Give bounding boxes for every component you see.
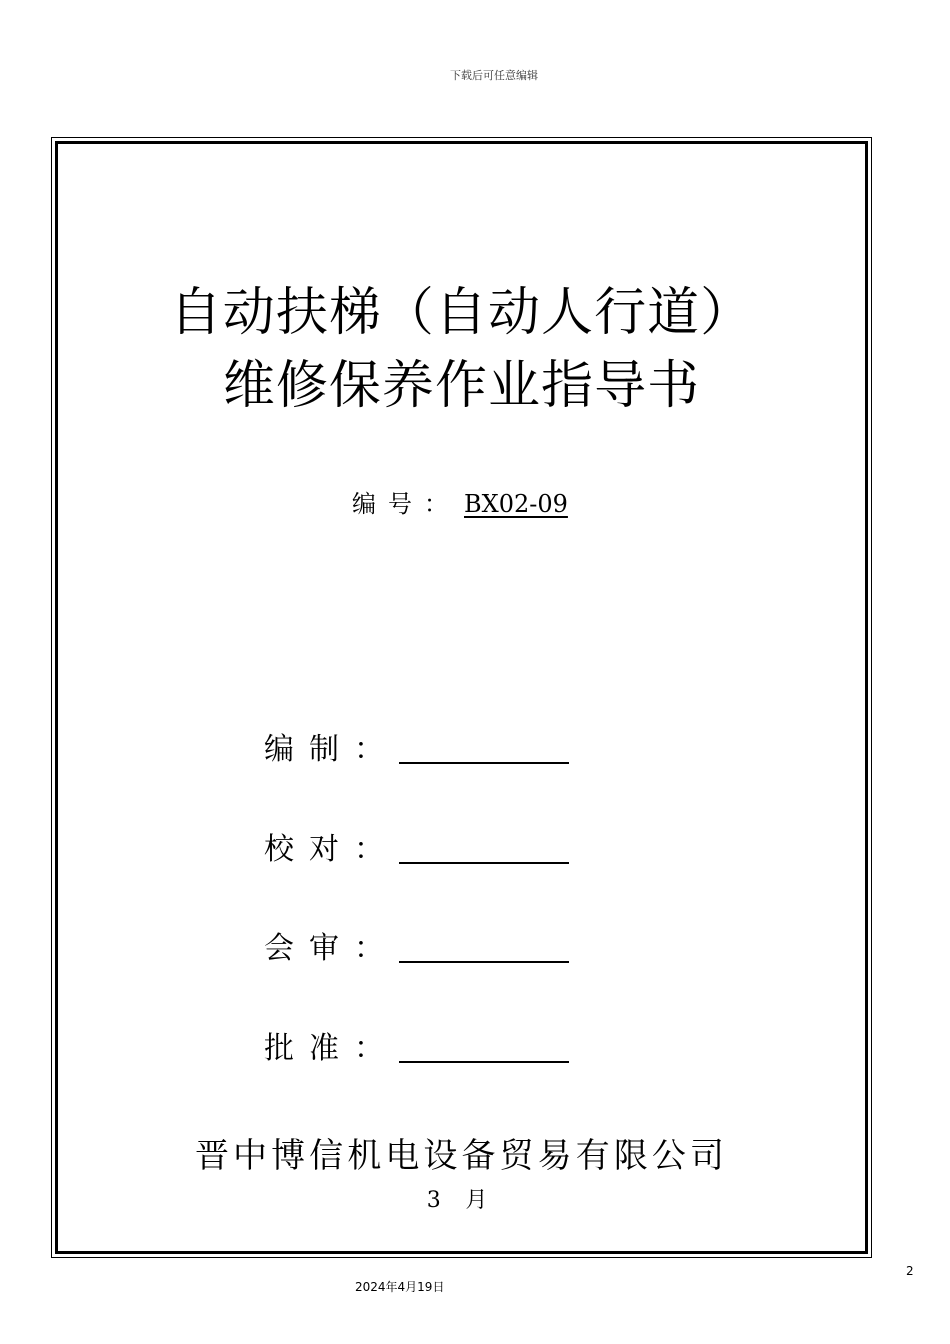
document-code-value: BX02-09 xyxy=(464,490,568,518)
signoff-row-compile xyxy=(264,728,569,768)
issue-month: 3 月 xyxy=(426,1188,497,1213)
document-title-line2: 维修保养作业指导书 xyxy=(222,356,701,416)
company-name: 晋中博信机电设备贸易有限公司 xyxy=(194,1136,729,1176)
document-code xyxy=(352,484,582,519)
signature-line xyxy=(399,862,569,864)
signoff-label: 批准： xyxy=(264,1031,399,1066)
signoff-row-proofread xyxy=(264,828,569,868)
signoff-row-approve xyxy=(264,1027,569,1067)
document-title-line1: 自动扶梯（自动人行道） xyxy=(169,283,754,343)
page-number: 2 xyxy=(906,1264,914,1278)
header-note: 下载后可任意编辑 xyxy=(450,69,538,82)
signoff-label: 校对： xyxy=(264,832,399,867)
signature-line xyxy=(399,1061,569,1063)
footer-date: 2024年4月19日 xyxy=(355,1280,445,1294)
signature-line xyxy=(399,961,569,963)
signoff-label: 编制： xyxy=(264,732,399,767)
signoff-row-review xyxy=(264,927,569,967)
signature-line xyxy=(399,762,569,764)
document-code-label: 编号： xyxy=(352,490,460,518)
signoff-label: 会审： xyxy=(264,931,399,966)
